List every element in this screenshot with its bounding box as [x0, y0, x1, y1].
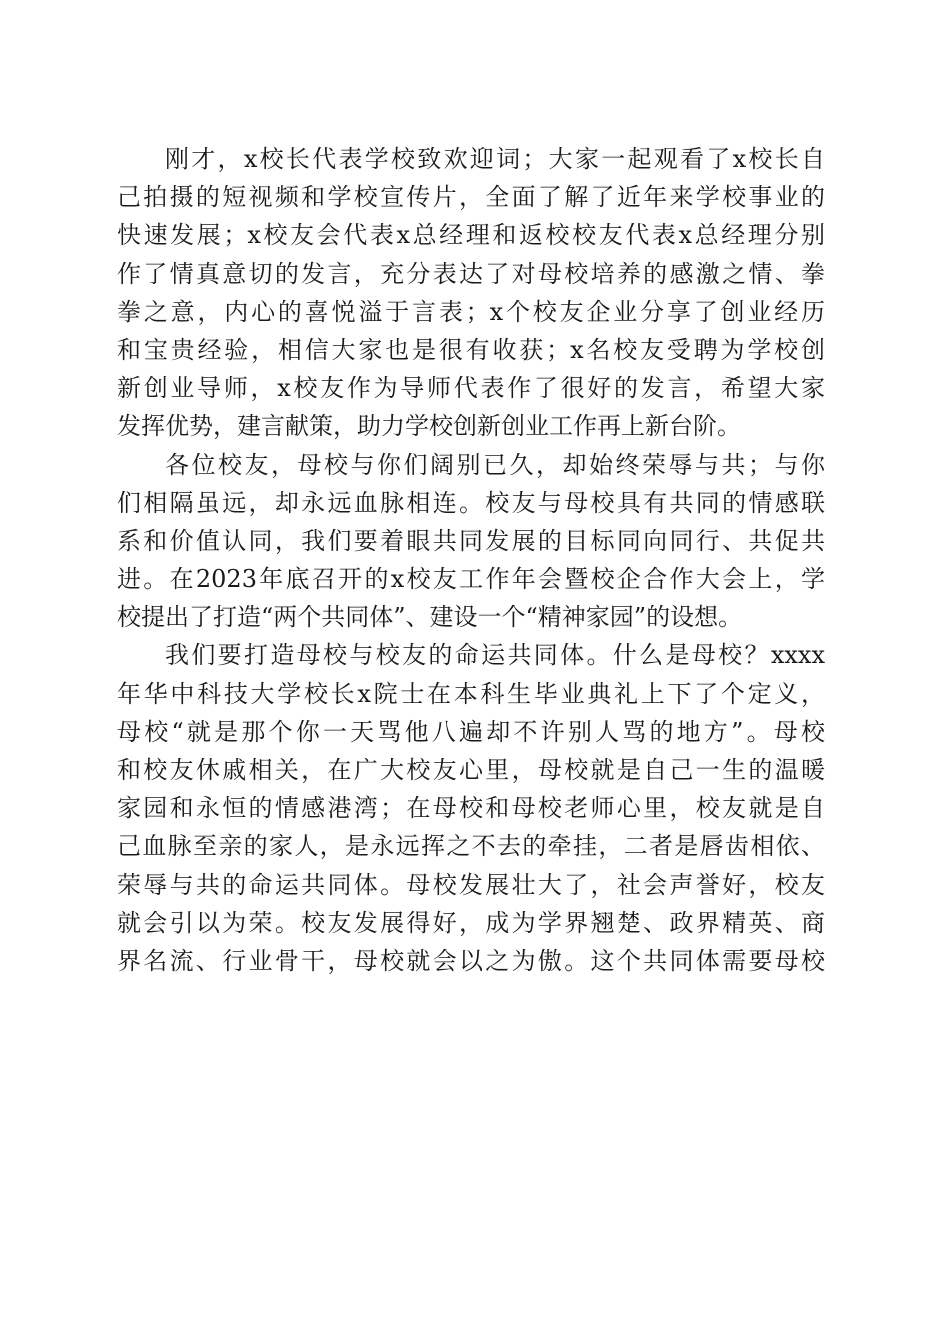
paragraph-line: 年华中科技大学校长x院士在本科生毕业典礼上下了个定义，	[117, 679, 825, 708]
paragraph-line: 作了情真意切的发言，充分表达了对母校培养的感激之情、拳	[117, 259, 825, 288]
paragraph-line: 就会引以为荣。校友发展得好，成为学界翘楚、政界精英、商	[117, 908, 825, 937]
paragraph-line: 发挥优势，建言献策，助力学校创新创业工作再上新台阶。	[117, 412, 741, 441]
paragraph-line: 和宝贵经验，相信大家也是很有收获；x名校友受聘为学校创	[117, 335, 825, 364]
paragraph-line: 己血脉至亲的家人，是永远挥之不去的牵挂，二者是唇齿相依、	[117, 832, 825, 861]
paragraph-line: 快速发展；x校友会代表x总经理和返校校友代表x总经理分别	[117, 221, 825, 250]
paragraph-line: 我们要打造母校与校友的命运共同体。什么是母校？xxxx	[165, 641, 825, 670]
paragraph-line: 们相隔虽远，却永远血脉相连。校友与母校具有共同的情感联	[117, 488, 825, 517]
paragraph-line: 荣辱与共的命运共同体。母校发展壮大了，社会声誉好，校友	[117, 870, 825, 899]
paragraph-line: 校提出了打造“两个共同体”、建设一个“精神家园”的设想。	[117, 603, 743, 632]
paragraph-line: 和校友休戚相关，在广大校友心里，母校就是自己一生的温暖	[117, 756, 825, 784]
paragraph-line: 系和价值认同，我们要着眼共同发展的目标同向同行、共促共	[117, 526, 825, 555]
paragraph-line: 己拍摄的短视频和学校宣传片，全面了解了近年来学校事业的	[117, 183, 825, 212]
paragraph-line: 新创业导师，x校友作为导师代表作了很好的发言，希望大家	[117, 374, 825, 403]
paragraph-line: 各位校友，母校与你们阔别已久，却始终荣辱与共；与你	[165, 450, 825, 479]
paragraph-line: 刚才，x校长代表学校致欢迎词；大家一起观看了x校长自	[165, 145, 825, 173]
paragraph-line: 母校“就是那个你一天骂他八遍却不许别人骂的地方”。母校	[117, 717, 825, 746]
paragraph	[117, 446, 825, 637]
paragraph	[117, 636, 825, 980]
paragraph-line: 界名流、行业骨干，母校就会以之为傲。这个共同体需要母校	[117, 946, 825, 975]
paragraph-line: 进。在2023年底召开的x校友工作年会暨校企合作大会上，学	[117, 565, 825, 594]
paragraph-line: 拳之意，内心的喜悦溢于言表；x个校友企业分享了创业经历	[117, 297, 825, 326]
document-body	[117, 140, 825, 980]
paragraph	[117, 140, 825, 446]
paragraph-line: 家园和永恒的情感港湾；在母校和母校老师心里，校友就是自	[117, 794, 825, 823]
